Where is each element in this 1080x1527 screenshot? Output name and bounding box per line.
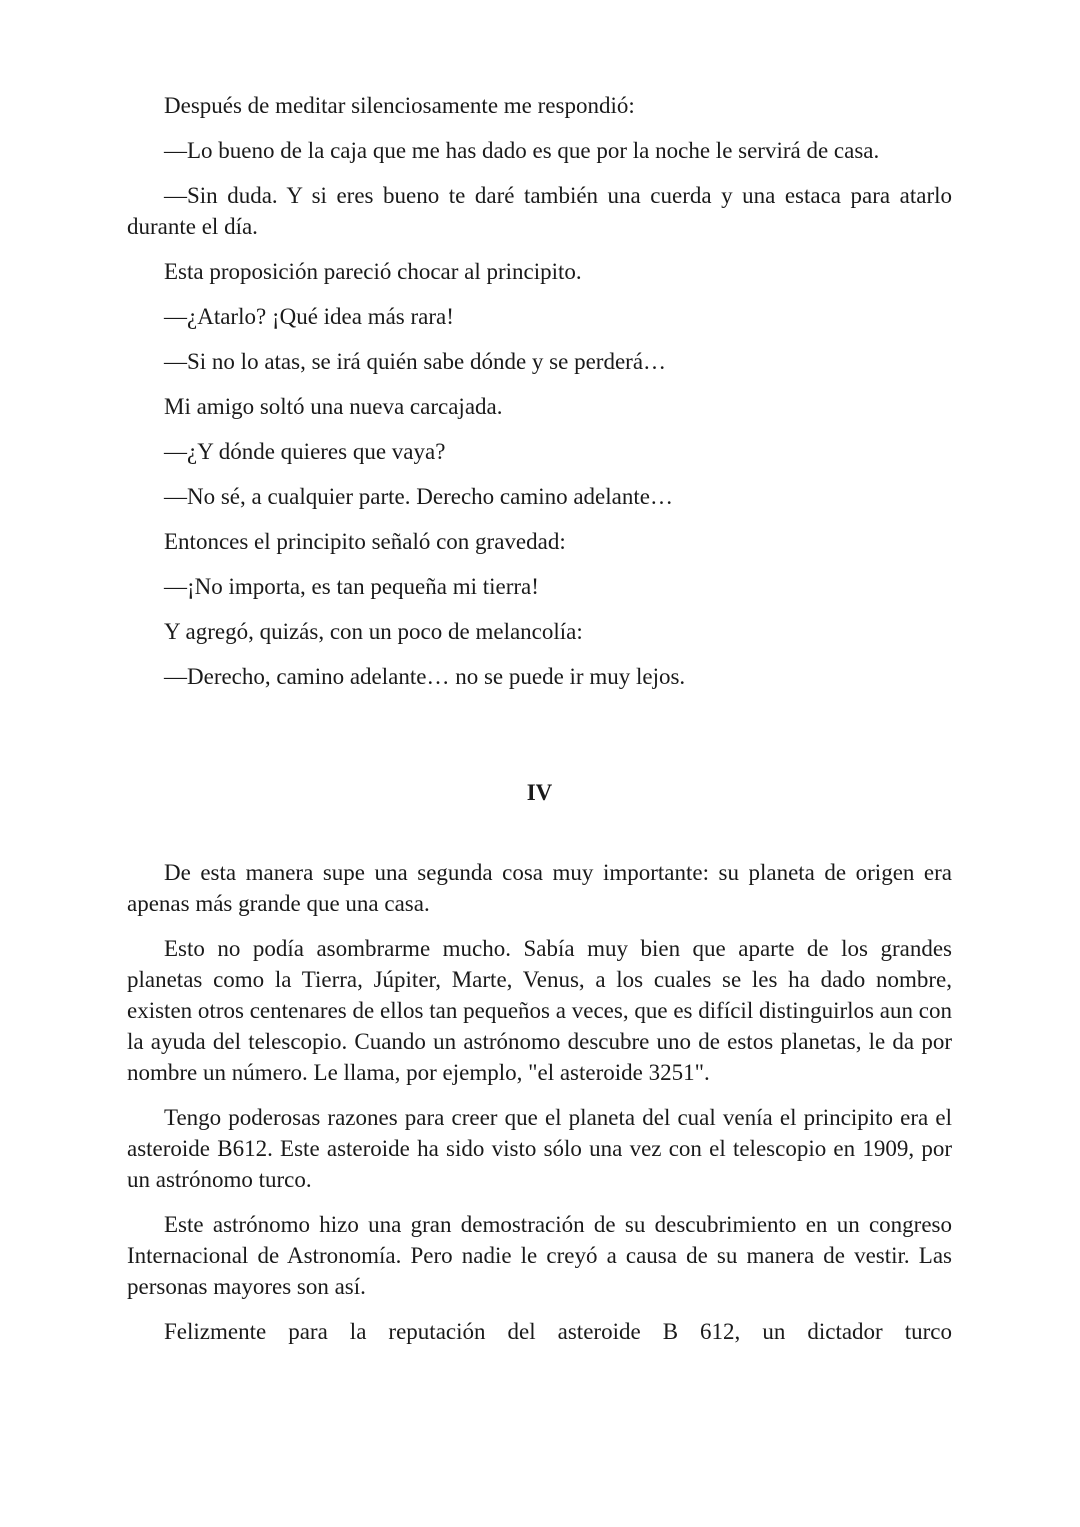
paragraph: Mi amigo soltó una nueva carcajada. [164,394,503,419]
paragraph: Y agregó, quizás, con un poco de melancolía: [164,619,583,644]
chapter-heading: IV [526,780,553,805]
paragraph: —Derecho, camino adelante… no se puede ir muy lejos. [164,664,686,689]
paragraph: —No sé, a cualquier parte. Derecho camino adelante… [164,484,673,509]
paragraph-continued: Felizmente para la reputación del asteroide B 612, un dictador turco [164,1319,952,1344]
paragraph: Después de meditar silenciosamente me respondió: [164,93,635,118]
paragraph: —¿Y dónde quieres que vaya? [164,439,446,464]
paragraph: Entonces el principito señaló con gravedad: [164,529,566,554]
paragraph: —¿Atarlo? ¡Qué idea más rara! [164,304,454,329]
document-page [127,90,952,1361]
paragraph: —Lo bueno de la caja que me has dado es que por la noche le servirá de casa. [164,138,880,163]
paragraph: —Si no lo atas, se irá quién sabe dónde y se perderá… [164,349,667,374]
paragraph: Tengo poderosas razones para creer que el planeta del cual venía el principito era el asteroide B612. Este asteroide ha sido visto sólo una vez con el telescopio en 1909, por un astrónomo turco. [127,1105,952,1192]
paragraph: De esta manera supe una segunda cosa muy importante: su planeta de origen era apenas más grande que una casa. [127,860,952,916]
paragraph: —¡No importa, es tan pequeña mi tierra! [164,574,539,599]
paragraph: Este astrónomo hizo una gran demostración de su descubrimiento en un congreso Internacional de Astronomía. Pero nadie le creyó a causa de su manera de vestir. Las personas mayores son así. [127,1212,952,1299]
paragraph: Esto no podía asombrarme mucho. Sabía muy bien que aparte de los grandes planetas como la Tierra, Júpiter, Marte, Venus, a los cuales se les ha dado nombre, existen otros centenares de ellos tan pequeños a veces, que es difícil distinguirlos aun con la ayuda del telescopio. Cuando un astrónomo descubre uno de estos planetas, le da por nombre un número. Le llama, por ejemplo, "el asteroide 3251". [127,936,952,1085]
paragraph: Esta proposición pareció chocar al principito. [164,259,582,284]
paragraph: —Sin duda. Y si eres bueno te daré también una cuerda y una estaca para atarlo durante el día. [127,183,952,239]
